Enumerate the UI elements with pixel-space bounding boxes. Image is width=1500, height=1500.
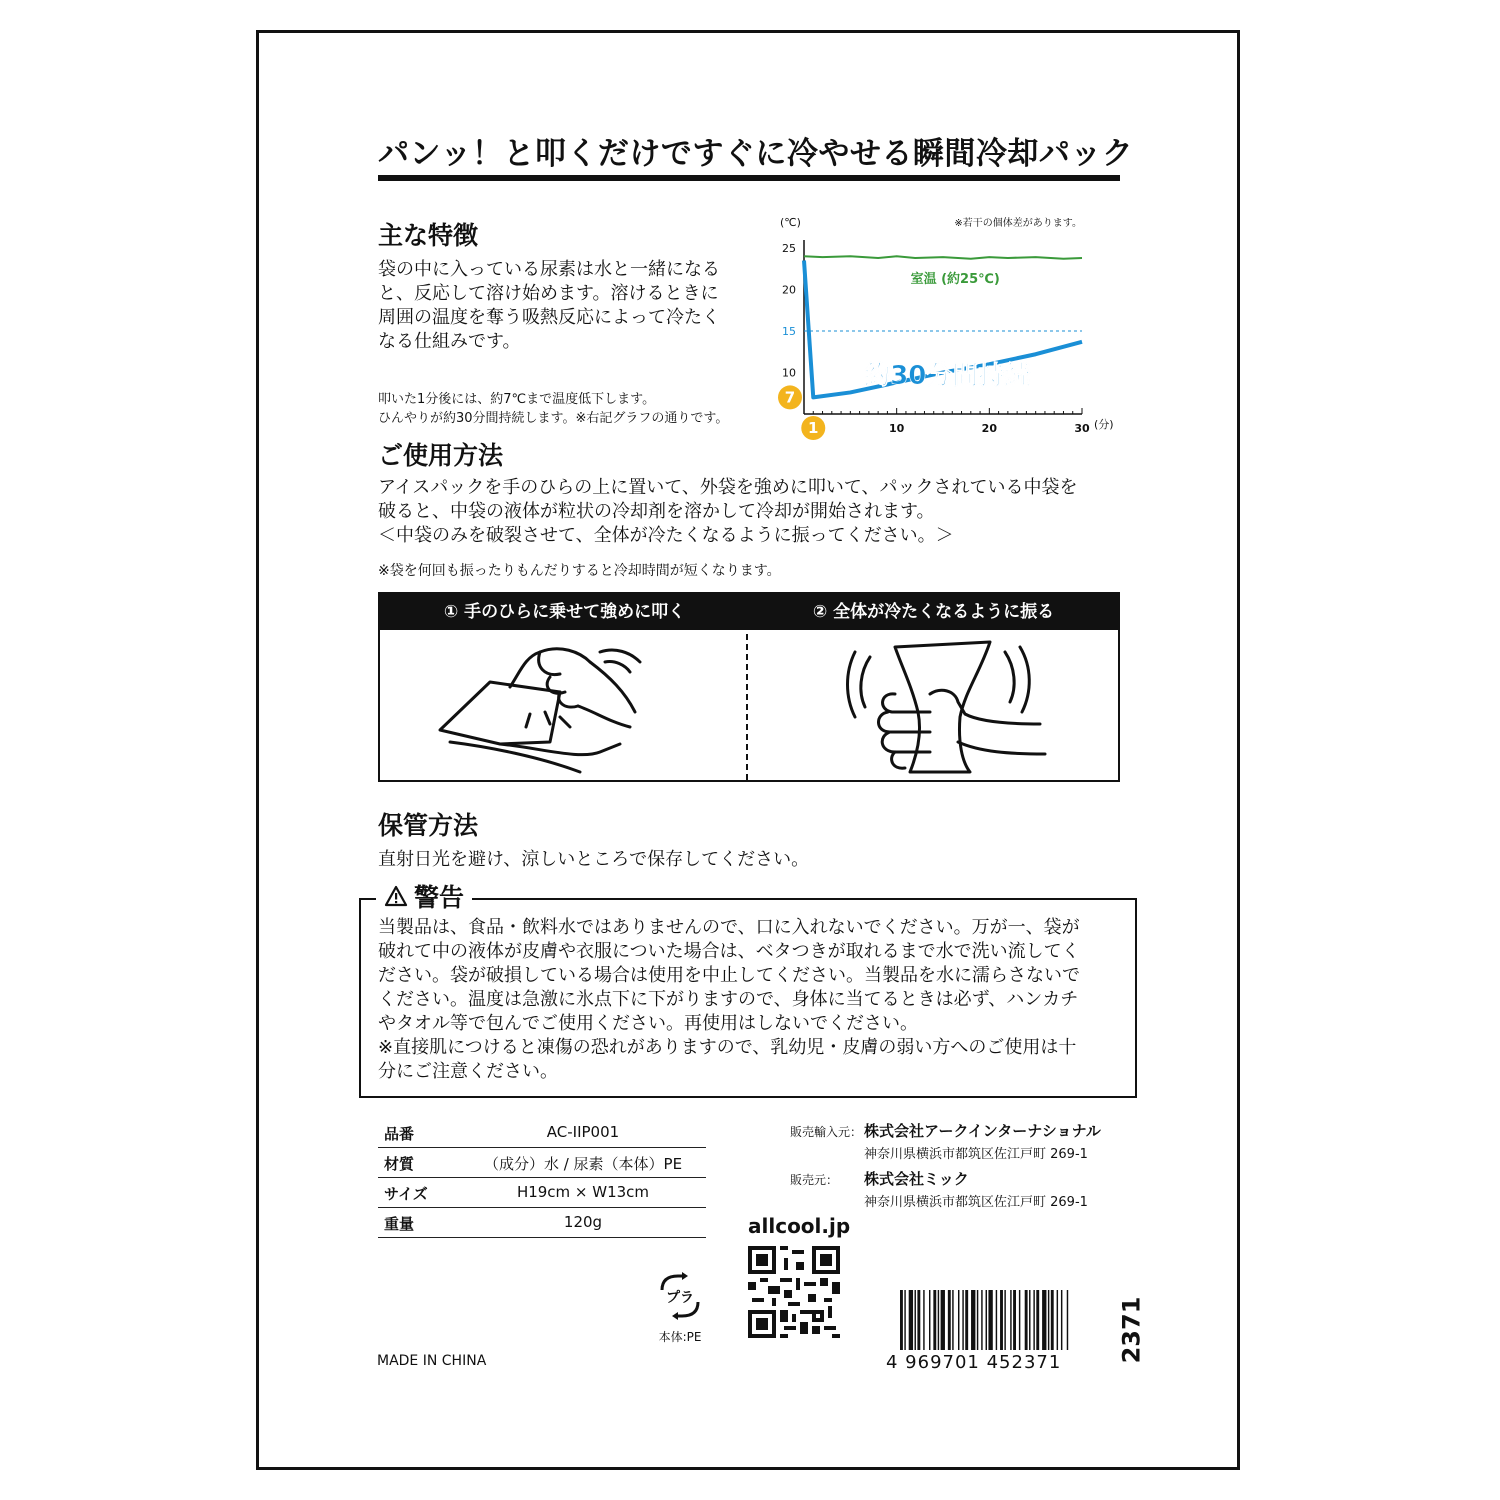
barcode-bar	[965, 1290, 968, 1350]
importer-role: 販売輸入元：	[790, 1125, 863, 1139]
country-of-origin: MADE IN CHINA	[377, 1353, 487, 1369]
spec-value: AC-IIP001	[546, 1123, 620, 1141]
barcode-bar	[1000, 1290, 1003, 1350]
barcode-bar	[1048, 1290, 1049, 1350]
title-rule	[378, 175, 1120, 181]
hand-shake-illustration	[840, 632, 1080, 780]
barcode-bar	[1067, 1290, 1068, 1350]
spec-key: 重量	[384, 1215, 415, 1233]
barcode-bar	[977, 1290, 978, 1350]
warning-line: 当製品は、食品・飲料水ではありませんので、口に入れないでください。万が一、袋が	[378, 917, 1080, 938]
cooling-chart-svg	[770, 212, 1130, 450]
x-axis-unit: (分)	[1094, 418, 1114, 431]
usage-note: ※袋を何回も振ったりもんだりすると冷却時間が短くなります。	[378, 563, 781, 579]
warning-line: 分にご注意ください。	[378, 1061, 558, 1082]
spec-row	[378, 1117, 706, 1148]
barcode-bar	[986, 1290, 987, 1350]
website-url: allcool.jp	[748, 1214, 851, 1238]
features-line: 周囲の温度を奪う吸熱反応によって冷たく	[378, 307, 720, 328]
recycle-mark-text: プラ	[666, 1290, 694, 1306]
features-note-line: ひんやりが約30分間持続します。※右記グラフの通りです。	[378, 411, 729, 426]
barcode-number: 4 969701 452371	[886, 1352, 1062, 1373]
barcode-bar	[1019, 1290, 1020, 1350]
spec-value: H19cm × W13cm	[516, 1183, 650, 1201]
seller-info	[790, 1120, 1130, 1210]
usage-text	[378, 476, 1138, 548]
spec-key: 品番	[384, 1125, 415, 1143]
y-tick-label: 20	[782, 283, 796, 297]
barcode-bar	[1025, 1290, 1028, 1350]
barcode-bar	[1057, 1290, 1058, 1350]
barcode-bar	[915, 1290, 916, 1350]
barcode-bar	[1004, 1290, 1005, 1350]
x-tick-label: 30	[1074, 422, 1090, 435]
steps-header	[380, 594, 1118, 630]
barcode-bar	[1029, 1290, 1030, 1350]
y-tick-label: 25	[782, 242, 796, 255]
room-temp-label: 室温 (約25℃)	[910, 271, 1000, 287]
barcode-bar	[1051, 1290, 1054, 1350]
barcode-bar	[996, 1290, 997, 1350]
step2-label: ② 全体が冷たくなるように振る	[812, 602, 1055, 622]
cooling-chart	[770, 212, 1130, 450]
barcode-bar	[900, 1290, 903, 1350]
seller-role: 販売元：	[790, 1173, 839, 1187]
spec-key: サイズ	[384, 1185, 428, 1203]
warning-line: ください。温度は急激に氷点下に下がりますので、身体に当てるときは必ず、ハンカチ	[378, 989, 1079, 1010]
barcode-bar	[917, 1290, 920, 1350]
seller-address: 神奈川県横浜市都筑区佐江戸町 269-1	[864, 1195, 1088, 1210]
spec-row	[378, 1147, 706, 1178]
page-title: パンッ！と叩くだけですぐに冷やせる瞬間冷却パック	[378, 136, 1134, 172]
barcode-icon	[900, 1290, 1110, 1350]
features-text	[378, 258, 748, 354]
barcode-bar	[971, 1290, 975, 1350]
features-note	[378, 390, 748, 428]
barcode-bar	[962, 1290, 963, 1350]
warning-line: 破れて中の液体が皮膚や衣服についた場合は、ベタつきが取れるまで水で洗い流してく	[378, 941, 1080, 962]
spec-value: （成分）水 / 尿素（本体）PE	[483, 1155, 683, 1173]
y-tick-label: 10	[782, 366, 796, 380]
usage-section	[378, 436, 1138, 581]
step-divider	[746, 634, 748, 780]
warning-line: ださい。袋が破損している場合は使用を中止してください。当製品を水に濡らさないで	[378, 965, 1080, 986]
spec-value: 120g	[563, 1213, 603, 1231]
barcode-bar	[929, 1290, 930, 1350]
features-line: と、反応して溶け始めます。溶けるときに	[378, 283, 719, 304]
usage-steps	[378, 592, 1120, 782]
warning-icon	[384, 885, 408, 907]
y-tick-label: 15	[782, 325, 796, 338]
warning-text	[378, 916, 1120, 1084]
barcode-bar	[981, 1290, 982, 1350]
usage-line: 破ると、中袋の液体が粒状の冷却剤を溶かして冷却が開始されます。	[378, 501, 935, 522]
badge-1-label: 1	[808, 419, 819, 437]
x-tick-label: 10	[889, 422, 905, 435]
warning-header	[376, 878, 472, 914]
barcode-bar	[952, 1290, 953, 1350]
usage-heading: ご使用方法	[378, 441, 504, 470]
barcode-bar	[958, 1290, 959, 1350]
barcode-bar	[909, 1290, 913, 1350]
qr-code-icon	[748, 1246, 840, 1338]
warning-line: やタオル等で包んでご使用ください。再使用はしないでください。	[378, 1013, 918, 1034]
features-heading: 主な特徴	[378, 221, 479, 250]
spec-key: 材質	[384, 1155, 415, 1173]
hand-tap-illustration	[430, 632, 670, 780]
features-section	[378, 216, 748, 428]
barcode-side-number: 2371	[1117, 1296, 1146, 1364]
spec-row	[378, 1207, 706, 1238]
importer-name: 株式会社アークインターナショナル	[864, 1122, 1101, 1140]
recycle-pla-icon	[654, 1270, 706, 1322]
room-temp-line	[804, 256, 1082, 258]
barcode-bar	[1013, 1290, 1016, 1350]
storage-text: 直射日光を避け、涼しいところで保存してください。	[378, 849, 810, 870]
duration-callout: 約30分間持続	[864, 361, 1031, 392]
barcode-bar	[1010, 1290, 1011, 1350]
barcode-bar	[1033, 1290, 1034, 1350]
y-axis-unit: (℃)	[780, 216, 801, 229]
storage-heading: 保管方法	[378, 811, 479, 840]
barcode-bar	[988, 1290, 992, 1350]
spec-row	[378, 1177, 706, 1208]
badge-7-label: 7	[784, 388, 796, 407]
warning-line: ※直接肌につけると凍傷の恐れがありますので、乳幼児・皮膚の弱い方へのご使用は十	[378, 1037, 1077, 1058]
step1-label: ① 手のひらに乗せて強めに叩く	[443, 602, 686, 622]
features-line: なる仕組みです。	[378, 331, 521, 352]
x-tick-label: 20	[981, 422, 997, 435]
recycle-mark	[652, 1270, 708, 1345]
barcode-bar	[904, 1290, 905, 1350]
features-note-line: 叩いた1分後には、約7℃まで温度低下します。	[378, 392, 656, 407]
barcode-bar	[1061, 1290, 1062, 1350]
storage-section	[378, 806, 809, 872]
seller-name: 株式会社ミック	[864, 1170, 969, 1188]
barcode-bar	[933, 1290, 936, 1350]
importer-address: 神奈川県横浜市都筑区佐江戸町 269-1	[864, 1147, 1088, 1162]
warning-heading: 警告	[414, 883, 465, 912]
barcode-bar	[938, 1290, 939, 1350]
barcode-bar	[948, 1290, 951, 1350]
recycle-label: 本体:PE	[658, 1330, 702, 1344]
barcode-bar	[1036, 1290, 1039, 1350]
barcode-bar	[1042, 1290, 1046, 1350]
usage-line: アイスパックを手のひらの上に置いて、外袋を強めに叩いて、パックされている中袋を	[378, 477, 1078, 498]
chart-note: ※若干の個体差があります。	[954, 218, 1082, 229]
features-line: 袋の中に入っている尿素は水と一緒になる	[378, 259, 720, 280]
usage-line: ＜中袋のみを破裂させて、全体が冷たくなるように振ってください。＞	[378, 525, 954, 546]
barcode-bar	[923, 1290, 924, 1350]
barcode-bar	[941, 1290, 945, 1350]
